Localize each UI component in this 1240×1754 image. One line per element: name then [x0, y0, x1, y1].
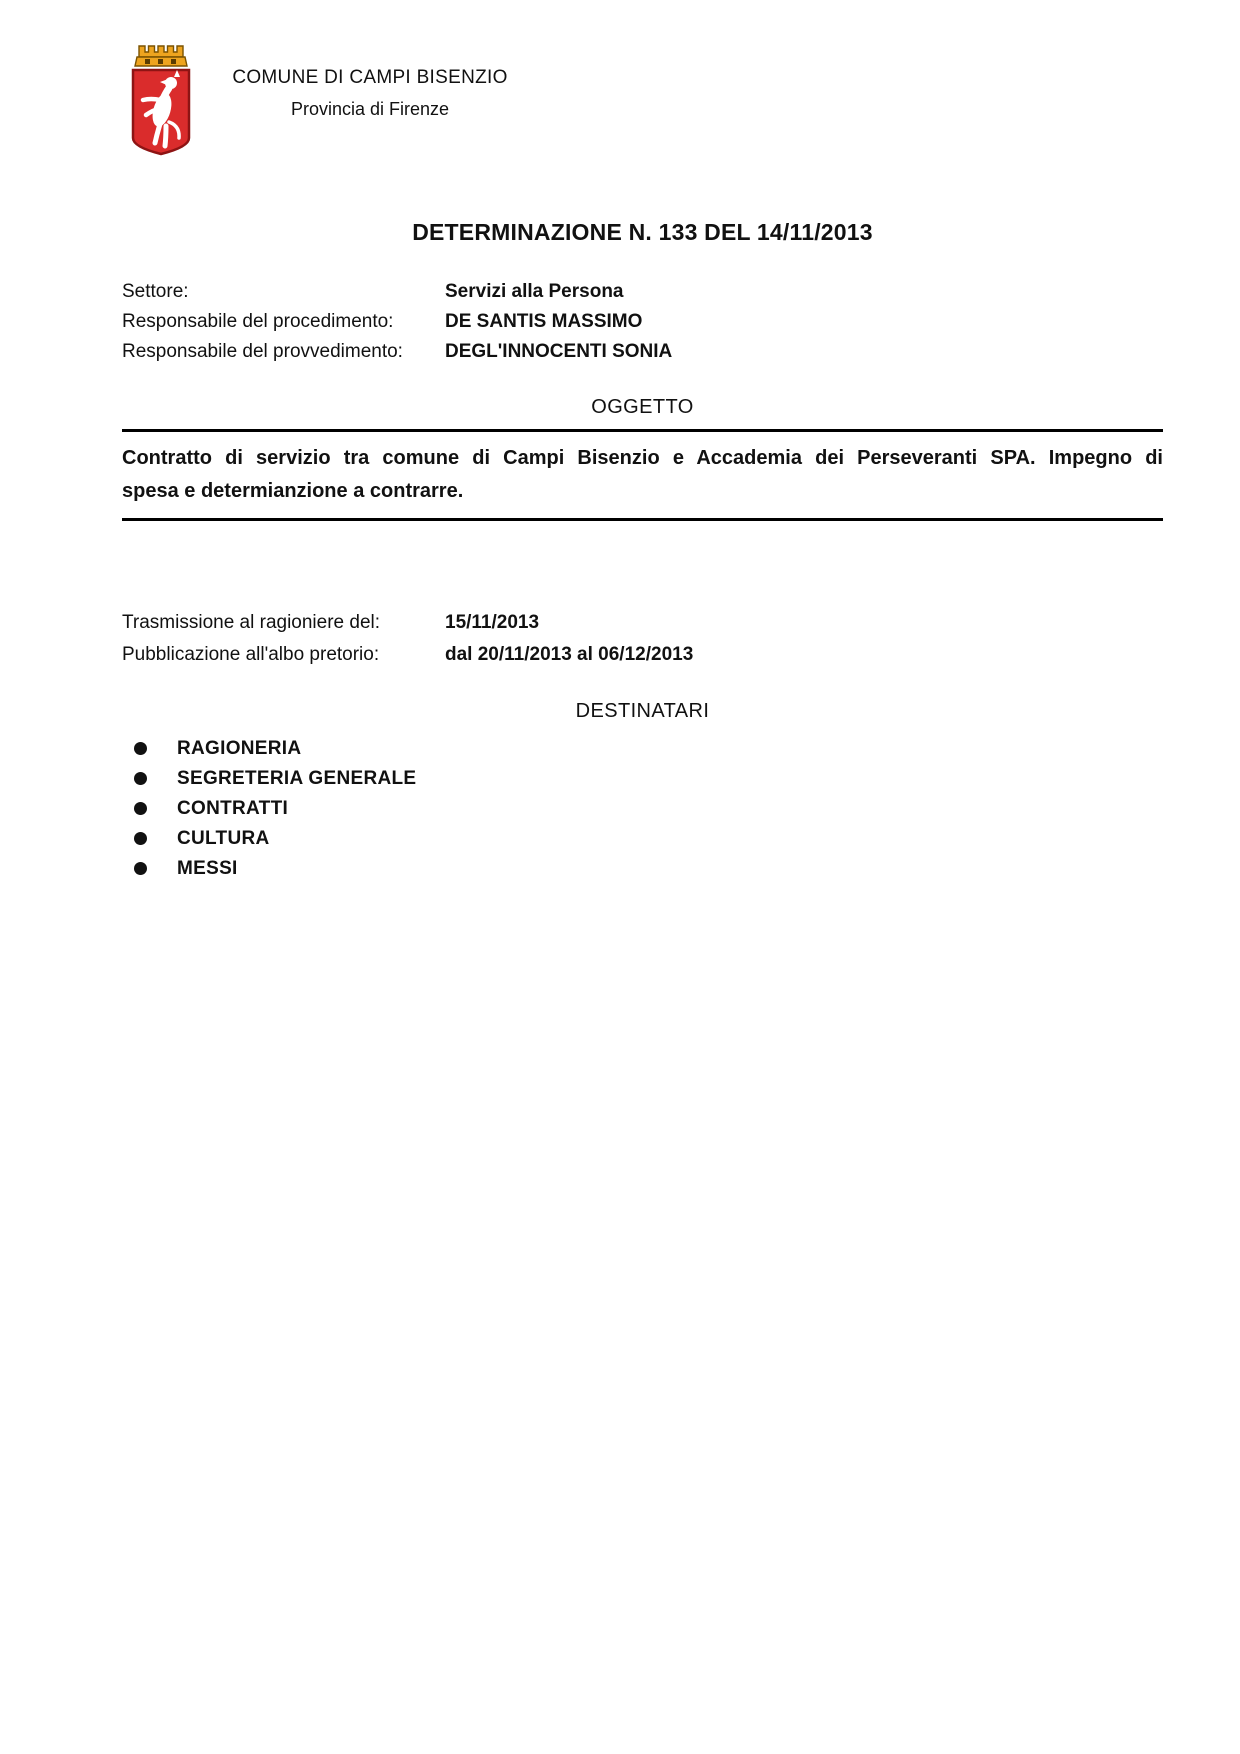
oggetto-text-line-2: spesa e determianzione a contrarre. — [122, 480, 464, 502]
settore-label: Settore: — [122, 281, 189, 302]
responsabile-provvedimento-value: DEGL'INNOCENTI SONIA — [445, 341, 673, 362]
destinatari-heading: DESTINATARI — [575, 700, 710, 722]
oggetto-heading: OGGETTO — [591, 396, 694, 418]
responsabile-procedimento-value: DE SANTIS MASSIMO — [445, 311, 643, 332]
list-item-messi — [122, 854, 722, 884]
destinatario-label: SEGRETERIA GENERALE — [177, 768, 417, 789]
destinatari-list — [122, 734, 722, 884]
bullet-icon — [134, 832, 147, 845]
campi-bisenzio-coat-of-arms-icon — [130, 42, 192, 158]
field-row-responsabile-provvedimento — [122, 337, 1163, 367]
municipality-name: COMUNE DI CAMPI BISENZIO — [232, 67, 508, 88]
bullet-icon — [134, 742, 147, 755]
trasmissione-label: Trasmissione al ragioniere del: — [122, 612, 381, 633]
pubblicazione-value: dal 20/11/2013 al 06/12/2013 — [445, 644, 694, 665]
field-row-settore — [122, 277, 1163, 307]
destinatario-label: RAGIONERIA — [177, 738, 302, 759]
oggetto-box — [122, 429, 1163, 521]
responsabile-procedimento-label: Responsabile del procedimento: — [122, 311, 394, 332]
bullet-icon — [134, 802, 147, 815]
field-row-responsabile-procedimento — [122, 307, 1163, 337]
bullet-icon — [134, 862, 147, 875]
settore-value: Servizi alla Persona — [445, 281, 624, 302]
header — [200, 66, 540, 120]
list-item-contratti — [122, 794, 722, 824]
field-row-pubblicazione — [122, 639, 1163, 671]
oggetto-text-line-1: Contratto di servizio tra comune di Campi Bisenzio e Accademia dei Perseveranti SPA. Impegno di — [122, 447, 1163, 469]
destinatario-label: CONTRATTI — [177, 798, 289, 819]
list-item-cultura — [122, 824, 722, 854]
mural-crown-icon — [135, 46, 187, 66]
list-item-ragioneria — [122, 734, 722, 764]
trasmissione-value: 15/11/2013 — [445, 612, 540, 633]
list-item-segreteria-generale — [122, 764, 722, 794]
header-fields — [122, 277, 1163, 367]
field-row-trasmissione — [122, 607, 1163, 639]
document-title: DETERMINAZIONE N. 133 DEL 14/11/2013 — [412, 219, 873, 245]
bullet-icon — [134, 772, 147, 785]
province-name: Provincia di Firenze — [290, 99, 450, 119]
responsabile-provvedimento-label: Responsabile del provvedimento: — [122, 341, 403, 362]
destinatario-label: MESSI — [177, 858, 238, 879]
transmission-fields — [122, 607, 1163, 671]
pubblicazione-label: Pubblicazione all'albo pretorio: — [122, 644, 380, 665]
destinatario-label: CULTURA — [177, 828, 270, 849]
